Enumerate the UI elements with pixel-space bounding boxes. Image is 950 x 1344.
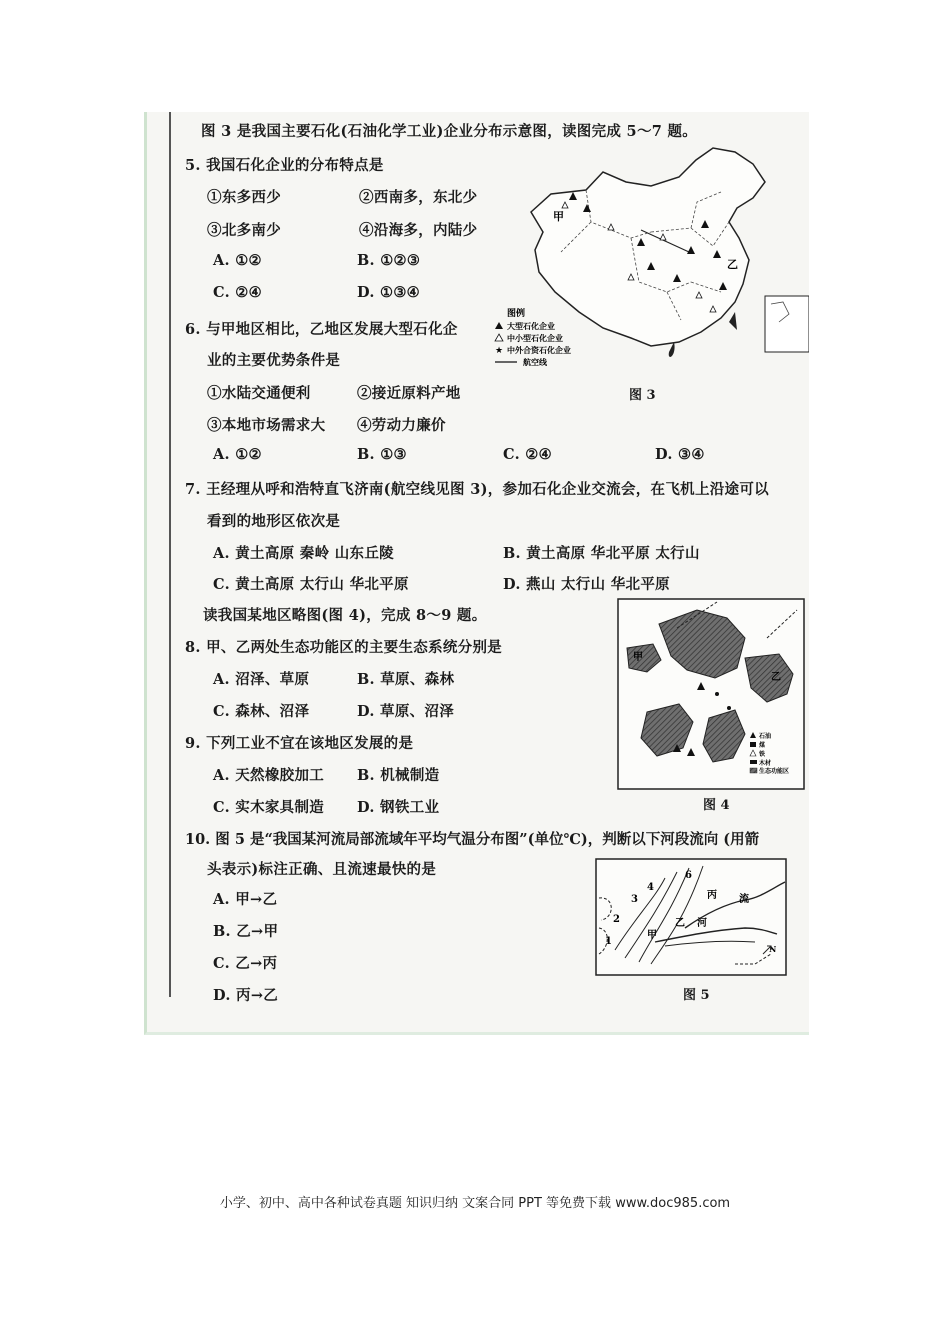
intro-5-7: 图 3 是我国主要石化(石油化学工业)企业分布示意图，读图完成 5～7 题。 — [201, 123, 698, 140]
legend-star-icon: ★ — [495, 346, 504, 356]
q6-choice-a: A. ①② — [213, 446, 262, 463]
q6-choice-d: D. ③④ — [655, 446, 705, 463]
q8-stem: 8. 甲、乙两处生态功能区的主要生态系统分别是 — [185, 639, 503, 656]
q10-stem-line1: 10. 图 5 是“我国某河流局部流域年平均气温分布图”(单位℃)，判断以下河段流向 (用箭 — [185, 831, 760, 848]
fig3-legend-large: 大型石化企业 — [507, 321, 555, 331]
fig4-legend-iron: 铁 — [759, 751, 766, 758]
intro-8-9: 读我国某地区略图(图 4)，完成 8～9 题。 — [203, 607, 487, 624]
q10-choice-c: C. 乙→丙 — [213, 955, 278, 972]
q9-choice-a: A. 天然橡胶加工 — [213, 767, 325, 784]
q6-option-3: ③本地市场需求大 — [207, 417, 326, 434]
figure-3-caption: 图 3 — [629, 388, 656, 403]
q5-choice-d: D. ①③④ — [357, 284, 420, 301]
q7-choice-c: C. 黄土高原 太行山 华北平原 — [213, 576, 409, 593]
figure-5-river-isotherm-map — [595, 858, 787, 976]
q9-stem: 9. 下列工业不宜在该地区发展的是 — [185, 735, 414, 752]
iso-label-2: 2 — [613, 914, 620, 925]
iso-label-4: 4 — [647, 882, 654, 893]
q8-choice-c: C. 森林、沼泽 — [213, 703, 310, 720]
south-china-sea-inset — [765, 296, 809, 352]
footer-text: 小学、初中、高中各种试卷真题 知识归纳 文案合同 PPT 等免费下载 www.doc985.com — [219, 1196, 731, 1211]
figure-4-caption: 图 4 — [703, 798, 730, 813]
fig3-label-jia: 甲 — [553, 210, 564, 223]
fig3-legend-jv: 中外合资石化企业 — [507, 345, 571, 355]
q9-choice-d: D. 钢铁工业 — [357, 799, 440, 816]
q6-option-4: ④劳动力廉价 — [357, 417, 446, 434]
fig3-label-yi: 乙 — [727, 258, 738, 271]
fig4-legend-wood: 木材 — [759, 760, 772, 767]
q5-option-3: ③北多南少 — [207, 222, 281, 239]
q5-option-2: ②西南多，东北少 — [359, 189, 478, 206]
fig5-label-jia: 甲 — [647, 930, 657, 941]
q10-choice-d: D. 丙→乙 — [213, 987, 279, 1004]
q8-choice-d: D. 草原、沼泽 — [357, 703, 455, 720]
hainan-island — [669, 342, 675, 357]
q6-stem-line1: 6. 与甲地区相比，乙地区发展大型石化企 — [185, 321, 458, 338]
taiwan-island — [729, 312, 737, 330]
fig3-legend-route: 航空线 — [523, 357, 547, 367]
iso-label-1: 1 — [605, 936, 612, 947]
q5-choice-c: C. ②④ — [213, 284, 262, 301]
figure-3-china-map — [491, 142, 809, 378]
fig5-label-yi: 乙 — [675, 918, 685, 929]
fig3-legend-title: 图例 — [507, 309, 526, 319]
q10-choice-a: A. 甲→乙 — [213, 891, 278, 908]
left-margin-rule — [169, 112, 171, 997]
q7-choice-a: A. 黄土高原 秦岭 山东丘陵 — [213, 545, 394, 562]
fig4-legend-oil: 石油 — [759, 733, 772, 740]
fig5-label-liu: 流 — [739, 894, 749, 905]
q10-stem-line2: 头表示)标注正确、且流速最快的是 — [207, 861, 437, 878]
q9-choice-b: B. 机械制造 — [357, 767, 440, 784]
fig4-legend-eco: 生态功能区 — [759, 768, 790, 775]
fig4-label-jia: 甲 — [633, 652, 643, 663]
north-arrow-label: N — [769, 944, 777, 954]
legend-large-icon — [495, 322, 503, 329]
iso-label-6: 6 — [685, 870, 692, 881]
iso-label-3: 3 — [631, 894, 638, 905]
q6-option-1: ①水陆交通便利 — [207, 385, 311, 402]
q5-choice-b: B. ①②③ — [357, 252, 421, 269]
legend-small-icon — [495, 334, 503, 341]
fig4-label-yi: 乙 — [771, 672, 781, 683]
fig5-label-bing: 丙 — [707, 890, 717, 901]
q5-choice-a: A. ①② — [213, 252, 262, 269]
q6-option-2: ②接近原料产地 — [357, 385, 461, 402]
q8-choice-a: A. 沼泽、草原 — [213, 671, 310, 688]
q9-choice-c: C. 实木家具制造 — [213, 799, 325, 816]
figure-4-region-map — [617, 598, 805, 790]
q8-choice-b: B. 草原、森林 — [357, 671, 455, 688]
q7-choice-d: D. 燕山 太行山 华北平原 — [503, 576, 670, 593]
q5-stem: 5. 我国石化企业的分布特点是 — [185, 157, 384, 174]
fig4-legend-coal: 煤 — [759, 742, 766, 749]
figure-5-caption: 图 5 — [683, 988, 710, 1003]
q7-stem-line1: 7. 王经理从呼和浩特直飞济南(航空线见图 3)，参加石化企业交流会，在飞机上沿途可以 — [185, 481, 769, 498]
q10-choice-b: B. 乙→甲 — [213, 923, 279, 940]
fig5-label-he: 河 — [697, 918, 707, 929]
q6-choice-b: B. ①③ — [357, 446, 407, 463]
q6-stem-line2: 业的主要优势条件是 — [207, 352, 341, 369]
q6-choice-c: C. ②④ — [503, 446, 552, 463]
scanned-exam-page — [144, 112, 809, 1035]
fig3-legend-small: 中小型石化企业 — [507, 333, 563, 343]
q7-stem-line2: 看到的地形区依次是 — [207, 513, 341, 530]
q5-option-1: ①东多西少 — [207, 189, 281, 206]
q7-choice-b: B. 黄土高原 华北平原 太行山 — [503, 545, 700, 562]
q5-option-4: ④沿海多，内陆少 — [359, 222, 478, 239]
